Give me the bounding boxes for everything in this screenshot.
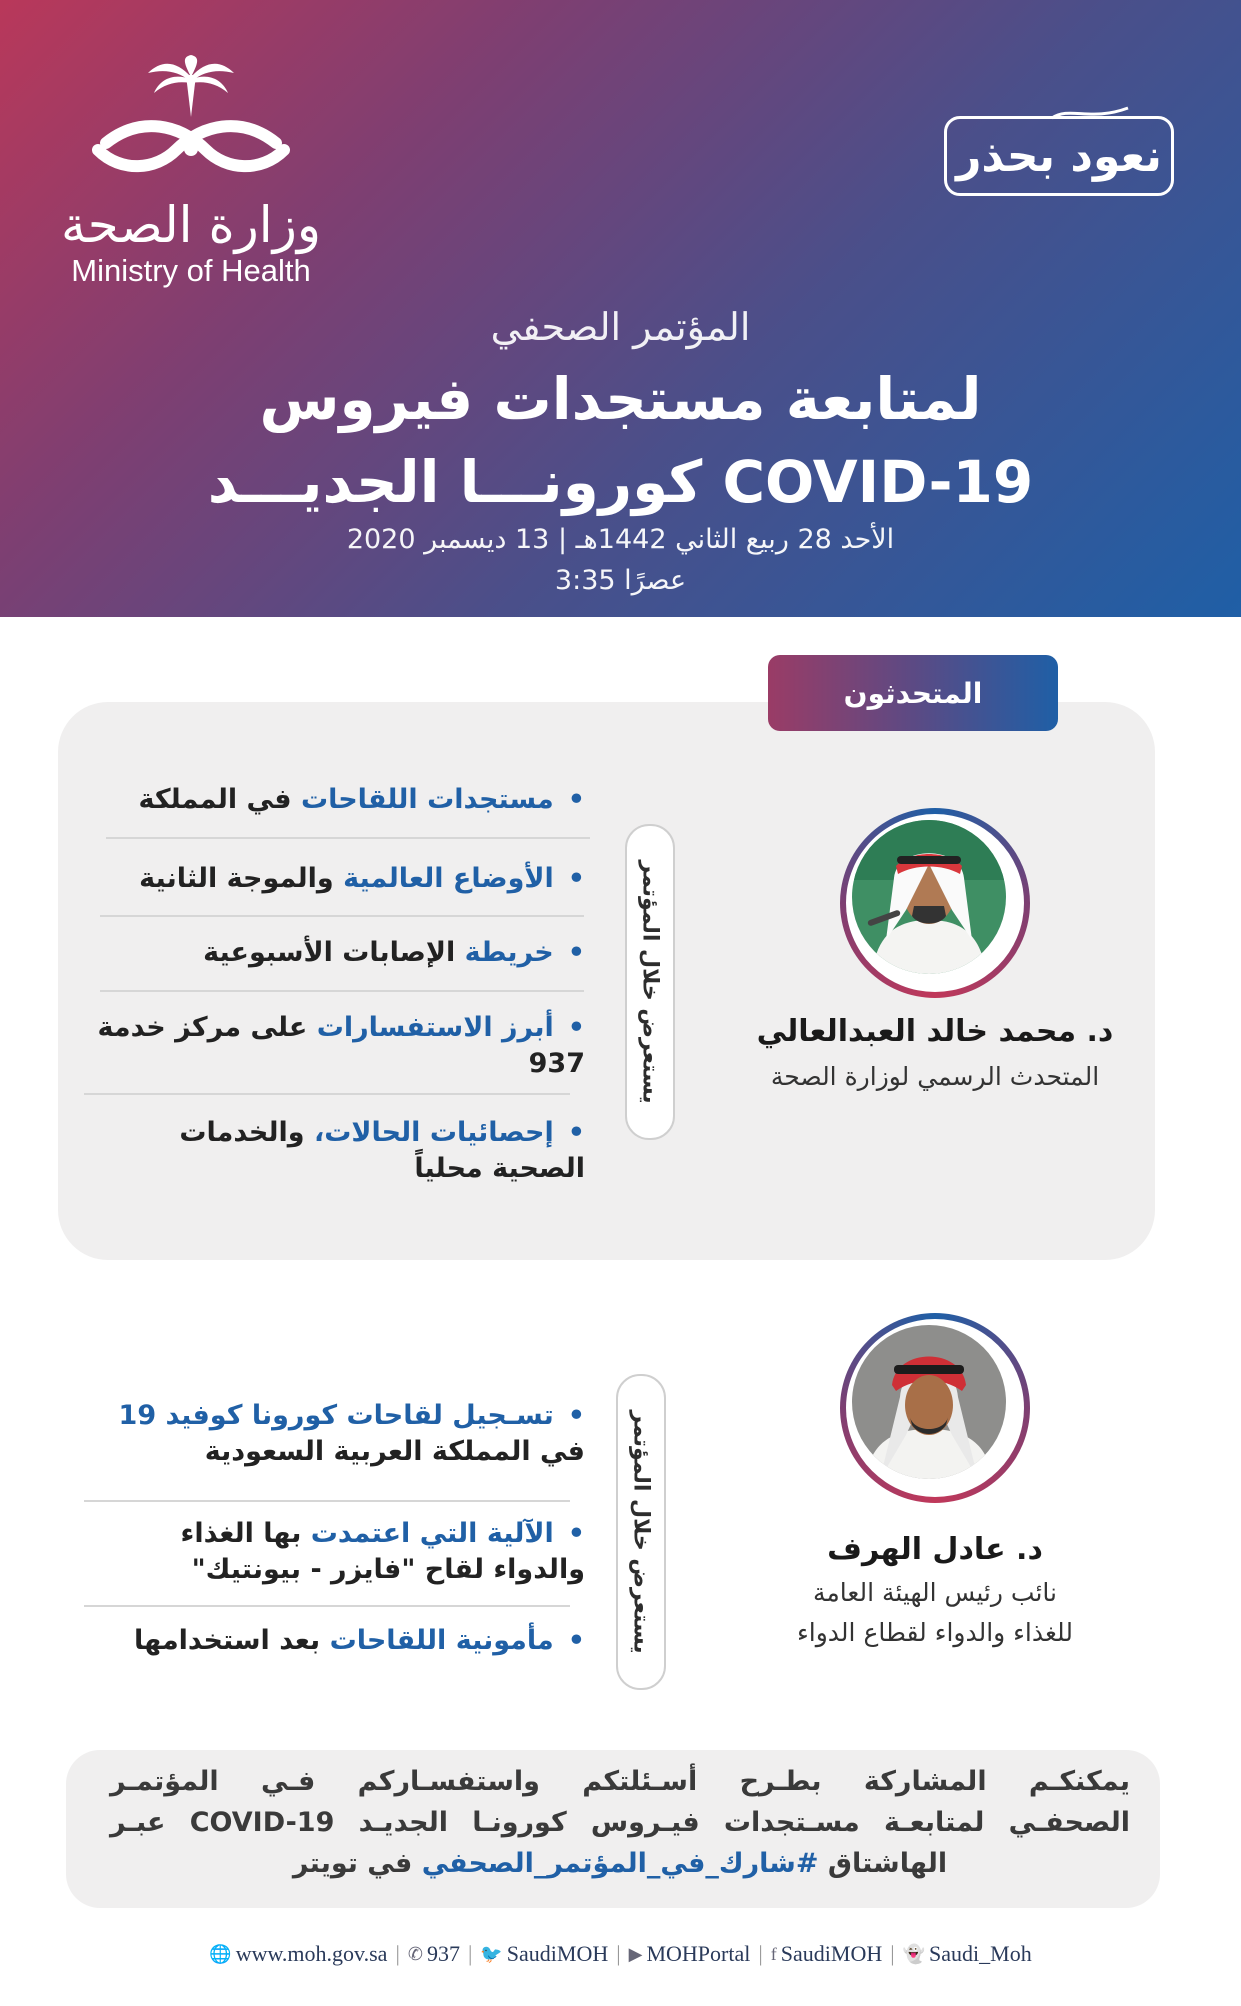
divider [84,1500,570,1502]
speaker1-name: د. محمد خالد العبدالعالي [756,1014,1114,1049]
speaker1-role: المتحدث الرسمي لوزارة الصحة [770,1062,1100,1091]
footer-facebook[interactable]: f SaudiMOH [770,1941,883,1966]
speaker1-topic: •الأوضاع العالمية والموجة الثانية [139,863,585,894]
speaker2-topics-label: يستعرض خلال المؤتمر [616,1374,666,1690]
hashtag-link[interactable]: #شارك_في_المؤتمر_الصحفي [421,1848,819,1879]
speaker2-role-line1: نائب رئيس الهيئة العامة [813,1578,1057,1607]
speaker1-topics-label: يستعرض خلال المؤتمر [625,824,675,1140]
divider [84,1605,570,1607]
moh-logo [56,55,326,295]
info-line-2: الصحفـي لمتابعـة مسـتجدات فيـروس كورونـا الجديـد COVID-19 عبـر [110,1807,1130,1838]
palm-swords-emblem-icon [86,55,296,190]
snapchat-icon: 👻 [902,1943,926,1964]
phone-icon: ✆ [407,1943,423,1964]
speakers-label: المتحدثون [768,655,1058,731]
youtube-icon: ▶ [628,1943,643,1964]
speaker1-topic: •إحصائيات الحالات، والخدمات الصحية محلياً [179,1117,585,1184]
speaker2-topic: •مأمونية اللقاحات بعد استخدامها [133,1625,585,1656]
footer-website[interactable]: 🌐 www.moh.gov.sa [209,1941,388,1966]
info-line-1: يمكنكـم المشاركة بطـرح أسـئلتكم واستفسـاركم فـي المؤتمـر [110,1766,1130,1797]
info-line-3: الهاشتاق #شارك_في_المؤتمر_الصحفي في تويتر [292,1848,948,1879]
speaker2-topic: •الآلية التي اعتمدت بها الغذاء والدواء لقاح "فايزر - بيونتيك" [180,1518,585,1585]
twitter-icon: 🐦 [480,1943,503,1964]
divider [100,915,584,917]
conference-date: الأحد 28 ربيع الثاني 1442هـ | 13 ديسمبر 2020 [346,524,895,555]
divider [84,1093,570,1095]
facebook-icon: f [770,1943,777,1964]
speaker2-role-line2: للغذاء والدواء لقطاع الدواء [797,1618,1073,1647]
speaker2-photo [852,1325,1006,1479]
speaker1-photo [852,820,1006,974]
contact-footer: 🌐 www.moh.gov.sa | ✆ 937 | 🐦 SaudiMOH | ▶ MOHPortal | f SaudiMOH | 👻 Saudi_Moh [209,1941,1032,1966]
conference-subtitle: المؤتمر الصحفي [490,305,751,349]
footer-youtube[interactable]: ▶ MOHPortal [628,1941,751,1966]
footer-twitter[interactable]: 🐦 SaudiMOH [480,1941,609,1966]
title-line-1: لمتابعة مستجدات فيروس [259,365,982,433]
speaker1-topic: •خريطة الإصابات الأسبوعية [203,937,585,968]
speaker2-avatar [840,1313,1030,1503]
conference-time: 3:35 عصرًا [554,565,687,596]
logo-arabic-text: وزارة الصحة [61,196,321,254]
logo-english-text: Ministry of Health [71,253,311,288]
speaker2-topic: •تسـجيل لقاحات كورونا كوفيد 19 في المملكة العربية السعودية [118,1400,585,1467]
globe-icon: 🌐 [209,1943,232,1964]
speaker1-topic: •مستجدات اللقاحات في المملكة [138,784,585,815]
divider [106,837,590,839]
divider [100,990,584,992]
speaker1-avatar [840,808,1030,998]
speaker1-topic: •أبرز الاستفسارات على مركز خدمة 937 [97,1012,585,1079]
footer-phone[interactable]: ✆ 937 [407,1941,460,1966]
title-line-2: كورونـــا الجديـــد COVID-19 [207,448,1034,516]
speaker2-name: د. عادل الهرف [827,1532,1043,1567]
footer-snapchat[interactable]: 👻 Saudi_Moh [902,1941,1032,1966]
slogan-badge: نعود بحذر [944,116,1174,196]
header-banner [0,0,1241,617]
